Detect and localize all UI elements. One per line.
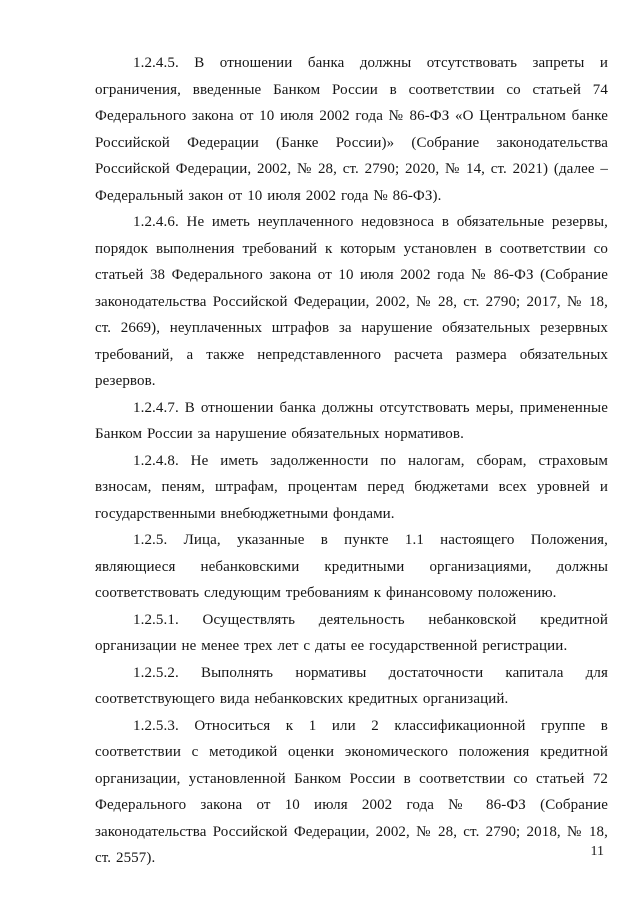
paragraph-1-2-5-2: 1.2.5.2. Выполнять нормативы достаточности капитала для соответствующего вида небанковских кредитных организаций. [95,664,608,707]
paragraph-1-2-4-7: 1.2.4.7. В отношении банка должны отсутствовать меры, примененные Банком России за нарушение обязательных нормативов. [95,399,608,442]
paragraph-1-2-4-6: 1.2.4.6. Не иметь неуплаченного недовзноса в обязательные резервы, порядок выполнения требований к которым установлен в соответствии со статьей 38 Федерального закона от 10 июля 2002 года № 86-ФЗ (Собрание законодательства Российской Федерации, 2002, № 28, ст. 2790; 2017, № 18, ст. 2669), неуплаченных штрафов за нарушение обязательных резервных требований, а также непредставленного расчета размера обязательных резервов. [95,214,608,389]
paragraph-1-2-5: 1.2.5. Лица, указанные в пункте 1.1 настоящего Положения, являющиеся небанковскими кредитными организациями, должны соответствовать следующим требованиям к финансовому положению. [95,532,608,601]
paragraph-1-2-4-5: 1.2.4.5. В отношении банка должны отсутствовать запреты и ограничения, введенные Банком России в соответствии со статьей 74 Федерального закона от 10 июля 2002 года № 86-ФЗ «О Центральном банке Российской Федерации (Банке России)» (Собрание законодательства Российской Федерации, 2002, № 28, ст. 2790; 2020, № 14, ст. 2021) (далее – Федеральный закон от 10 июля 2002 года № 86-ФЗ). [95,55,608,204]
paragraph-1-2-5-3: 1.2.5.3. Относиться к 1 или 2 классификационной группе в соответствии с методикой оценки экономического положения кредитной организации, установленной Банком России в соответствии со статьей 72 Федерального закона от 10 июля 2002 года № 86-ФЗ (Собрание законодательства Российской Федерации, 2002, № 28, ст. 2790; 2018, № 18, ст. 2557). [95,717,608,866]
document-body [95,50,608,872]
paragraph-1-2-5-1: 1.2.5.1. Осуществлять деятельность небанковской кредитной организации не менее трех лет с даты ее государственной регистрации. [95,611,608,654]
paragraph-1-2-4-8: 1.2.4.8. Не иметь задолженности по налогам, сборам, страховым взносам, пеням, штрафам, процентам перед бюджетами всех уровней и государственными внебюджетными фондами. [95,452,608,522]
page-number: 11 [590,844,604,859]
